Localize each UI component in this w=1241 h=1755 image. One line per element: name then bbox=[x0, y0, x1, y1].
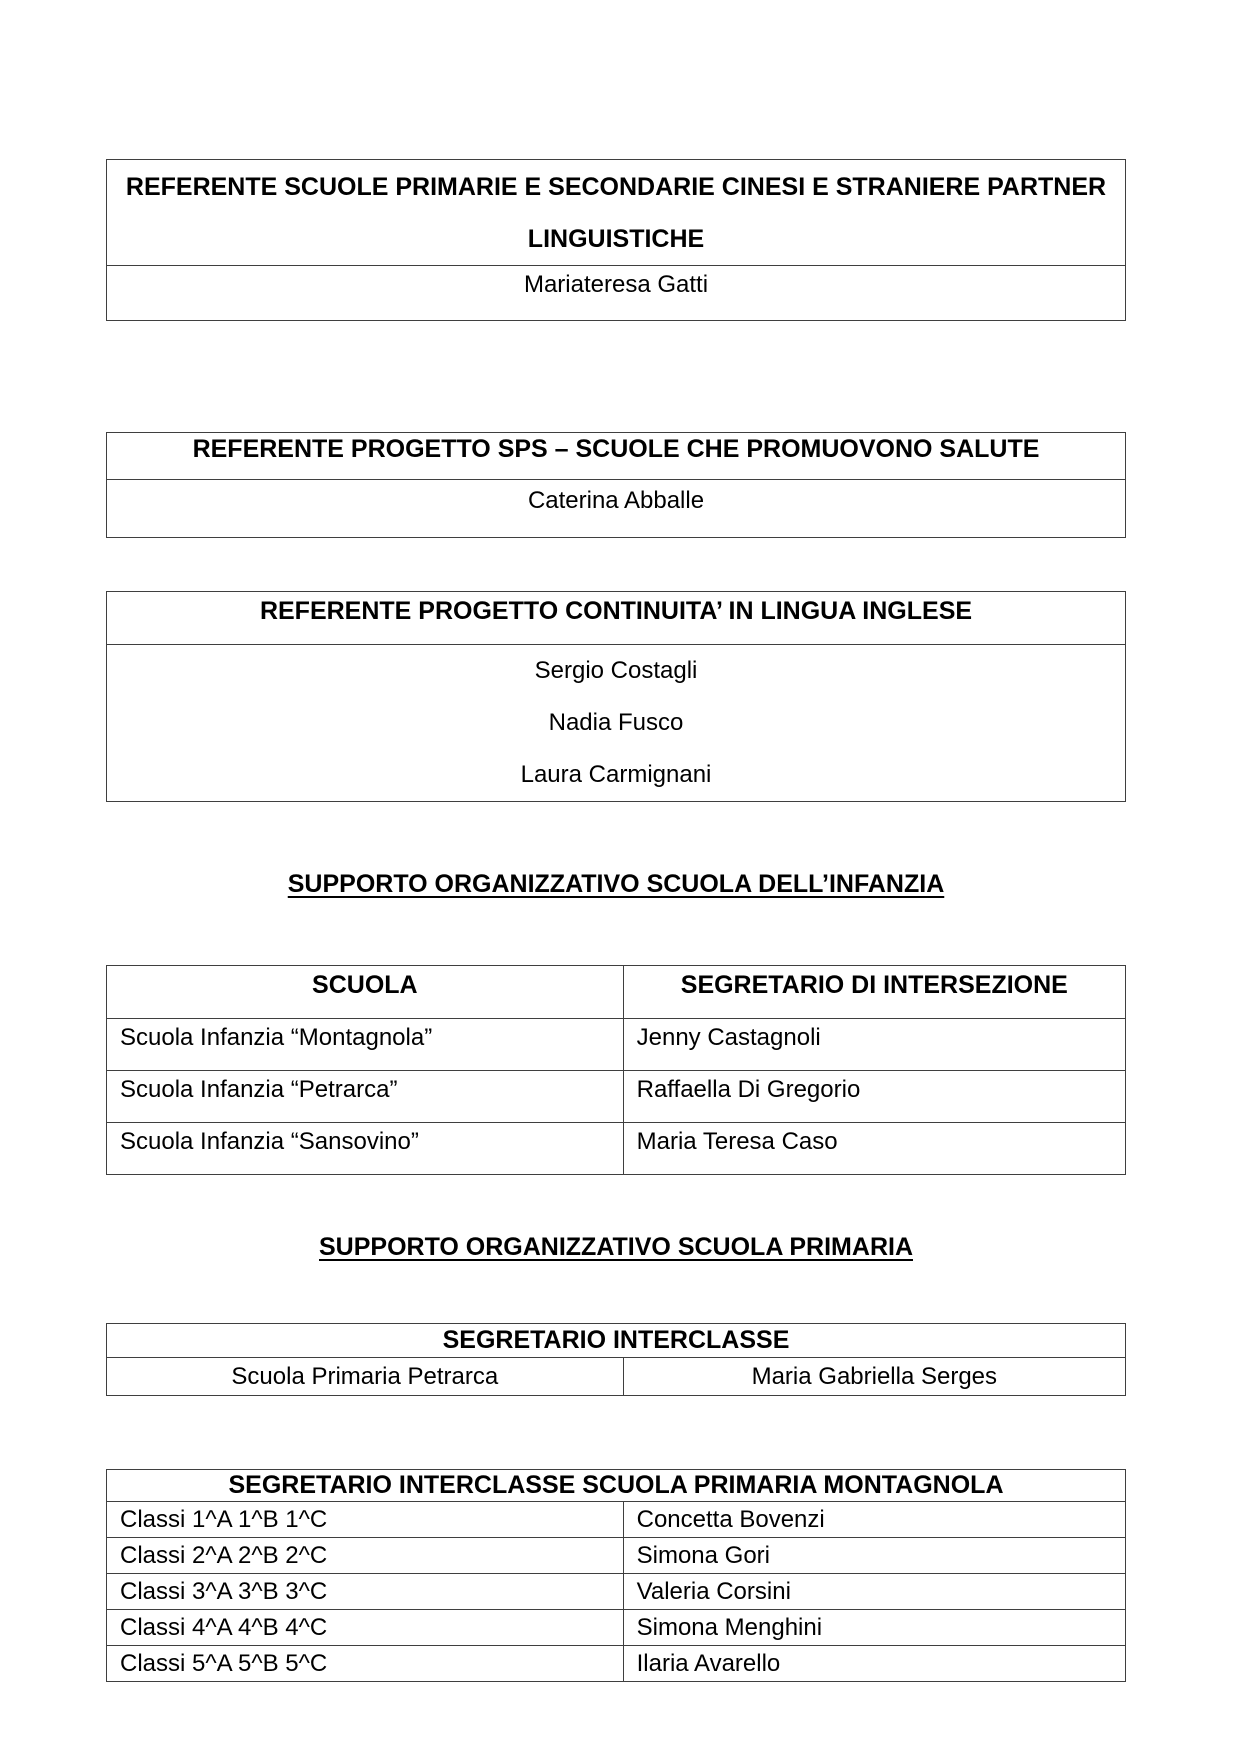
table-row bbox=[107, 1610, 1126, 1646]
classes-cell: Classi 5^A 5^B 5^C bbox=[107, 1646, 624, 1682]
table-title-cell: REFERENTE PROGETTO CONTINUITA’ IN LINGUA INGLESE bbox=[107, 592, 1126, 645]
table-title-line-1: REFERENTE SCUOLE PRIMARIE E SECONDARIE CINESI E STRANIERE PARTNER bbox=[125, 172, 1107, 201]
secretary-cell: Ilaria Avarello bbox=[623, 1646, 1125, 1682]
table-row bbox=[107, 1574, 1126, 1610]
table-row bbox=[107, 1071, 1126, 1123]
table-row bbox=[107, 1019, 1126, 1071]
table-interclasse-petrarca bbox=[106, 1323, 1126, 1396]
table-title-cell bbox=[107, 160, 1126, 266]
secretary-cell: Jenny Castagnoli bbox=[623, 1019, 1125, 1071]
referent-name-list bbox=[107, 645, 1126, 802]
secretary-cell: Raffaella Di Gregorio bbox=[623, 1071, 1125, 1123]
table-referente-partner-linguistiche bbox=[106, 159, 1126, 321]
table-row bbox=[107, 1358, 1126, 1396]
section-heading-infanzia: SUPPORTO ORGANIZZATIVO SCUOLA DELL’INFANZIA bbox=[287, 870, 945, 898]
referent-name: Caterina Abballe bbox=[107, 480, 1126, 538]
classes-cell: Classi 4^A 4^B 4^C bbox=[107, 1610, 624, 1646]
secretary-cell: Simona Menghini bbox=[623, 1610, 1125, 1646]
table-row bbox=[107, 1123, 1126, 1175]
section-heading-primaria: SUPPORTO ORGANIZZATIVO SCUOLA PRIMARIA bbox=[319, 1233, 913, 1261]
table-referente-continuita bbox=[106, 591, 1126, 802]
table-title-cell: REFERENTE PROGETTO SPS – SCUOLE CHE PROMUOVONO SALUTE bbox=[107, 433, 1126, 480]
classes-cell: Classi 1^A 1^B 1^C bbox=[107, 1502, 624, 1538]
classes-cell: Classi 2^A 2^B 2^C bbox=[107, 1538, 624, 1574]
column-header-segretario: SEGRETARIO DI INTERSEZIONE bbox=[623, 966, 1125, 1019]
secretary-cell: Maria Gabriella Serges bbox=[623, 1358, 1125, 1396]
classes-cell: Classi 3^A 3^B 3^C bbox=[107, 1574, 624, 1610]
table-referente-sps bbox=[106, 432, 1126, 538]
table-row bbox=[107, 1538, 1126, 1574]
table-supporto-infanzia bbox=[106, 965, 1126, 1175]
document-content bbox=[106, 159, 1126, 1682]
table-header-row bbox=[107, 966, 1126, 1019]
referent-name: Nadia Fusco bbox=[548, 709, 684, 736]
referent-name: Sergio Costagli bbox=[534, 657, 698, 684]
secretary-cell: Concetta Bovenzi bbox=[623, 1502, 1125, 1538]
table-title-line-2: LINGUISTICHE bbox=[527, 224, 705, 253]
school-cell: Scuola Infanzia “Petrarca” bbox=[107, 1071, 624, 1123]
school-cell: Scuola Primaria Petrarca bbox=[107, 1358, 624, 1396]
secretary-cell: Maria Teresa Caso bbox=[623, 1123, 1125, 1175]
school-cell: Scuola Infanzia “Sansovino” bbox=[107, 1123, 624, 1175]
table-interclasse-montagnola bbox=[106, 1469, 1126, 1682]
school-cell: Scuola Infanzia “Montagnola” bbox=[107, 1019, 624, 1071]
secretary-cell: Simona Gori bbox=[623, 1538, 1125, 1574]
table-row bbox=[107, 1646, 1126, 1682]
table-title-cell: SEGRETARIO INTERCLASSE SCUOLA PRIMARIA MONTAGNOLA bbox=[107, 1470, 1126, 1502]
secretary-cell: Valeria Corsini bbox=[623, 1574, 1125, 1610]
referent-name: Laura Carmignani bbox=[520, 761, 712, 788]
table-title-cell: SEGRETARIO INTERCLASSE bbox=[107, 1324, 1126, 1358]
referent-name: Mariateresa Gatti bbox=[107, 266, 1126, 321]
column-header-scuola: SCUOLA bbox=[107, 966, 624, 1019]
table-row bbox=[107, 1502, 1126, 1538]
